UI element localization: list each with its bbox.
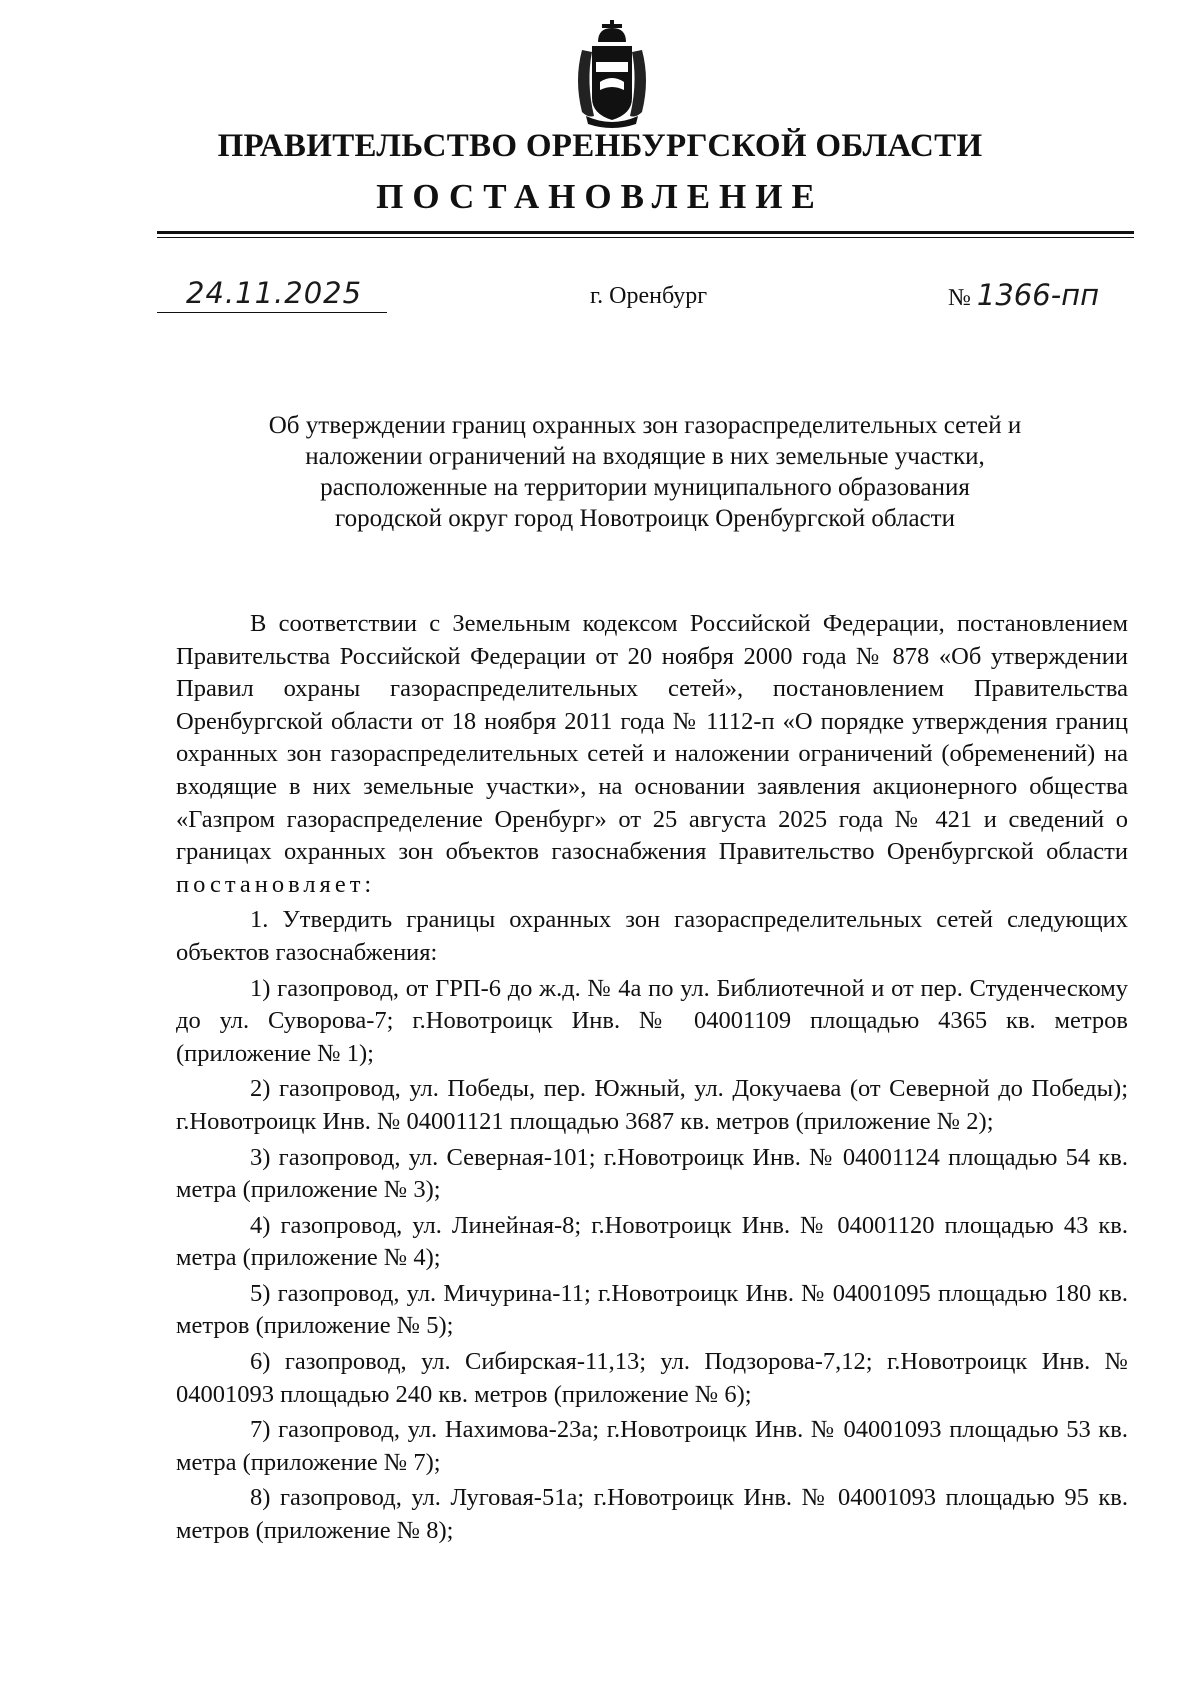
subject-line: Об утверждении границ охранных зон газораспределительных сетей и — [268, 412, 1022, 439]
document-number — [948, 278, 1099, 312]
header-rule-thick — [157, 231, 1134, 234]
decree-word: постановляет: — [176, 870, 376, 898]
list-item: 6) газопровод, ул. Сибирская-11,13; ул. Подзорова-7,12; г.Новотроицк Инв. № 04001093 площадью 240 кв. метров (приложение № 6); — [176, 1348, 1128, 1408]
preamble-paragraph — [176, 608, 1128, 901]
document-city: г. Оренбург — [590, 283, 708, 309]
list-item: 2) газопровод, ул. Победы, пер. Южный, ул. Докучаева (от Северной до Победы); г.Новотроицк Инв. № 04001121 площадью 3687 кв. метров (приложение № 2); — [176, 1075, 1128, 1135]
document-body — [176, 608, 1128, 1548]
subject-line: городской округ город Новотроицк Оренбургской области — [335, 505, 955, 532]
number-prefix: № — [948, 285, 971, 311]
preamble-text: В соответствии с Земельным кодексом Российской Федерации, постановлением Правительства Российской Федерации от 20 ноября 2000 года № 878 «Об утверждении Правил охраны газораспределительных сетей», постановлением Правительства Оренбургской области от 18 ноября 2011 года № 1112-п «О порядке утверждения границ охранных зон газораспределительных сетей и наложении ограничений (обременений) на входящие в них земельные участки», на основании заявления акционерного общества «Газпром газораспределение Оренбург» от 25 августа 2025 года № 421 и сведений о границах охранных зон объектов газоснабжения Правительство Оренбургской области — [176, 610, 1128, 866]
date-underline — [157, 312, 387, 313]
document-subject — [160, 410, 1130, 534]
list-item: 4) газопровод, ул. Линейная-8; г.Новотроицк Инв. № 04001120 площадью 43 кв. метра (приложение № 4); — [176, 1211, 1128, 1272]
document-date: 24.11.2025 — [186, 276, 363, 310]
subject-line: расположенные на территории муниципального образования — [320, 474, 970, 501]
organization-title: ПРАВИТЕЛЬСТВО ОРЕНБУРГСКОЙ ОБЛАСТИ — [217, 128, 983, 164]
number-value: 1366-пп — [976, 278, 1100, 312]
list-item: 8) газопровод, ул. Луговая-51а; г.Новотроицк Инв. № 04001093 площадью 95 кв. метров (приложение № 8); — [176, 1484, 1128, 1545]
subject-line: наложении ограничений на входящие в них земельные участки, — [305, 443, 985, 470]
coat-of-arms-icon — [568, 20, 656, 130]
list-item: 7) газопровод, ул. Нахимова-23а; г.Новотроицк Инв. № 04001093 площадью 53 кв. метра (приложение № 7); — [176, 1416, 1128, 1476]
document-type-title: ПОСТАНОВЛЕНИЕ — [376, 177, 824, 216]
clause-paragraph: 1. Утвердить границы охранных зон газораспределительных сетей следующих объектов газоснабжения: — [176, 906, 1128, 966]
list-item: 1) газопровод, от ГРП-6 до ж.д. № 4а по ул. Библиотечной и от пер. Студенческому до ул. Суворова-7; г.Новотроицк Инв. № 04001109 площадью 4365 кв. метров (приложение № 1); — [176, 974, 1128, 1067]
header-rule-thin — [157, 237, 1134, 238]
list-item: 5) газопровод, ул. Мичурина-11; г.Новотроицк Инв. № 04001095 площадью 180 кв. метров (приложение № 5); — [176, 1279, 1128, 1340]
list-item: 3) газопровод, ул. Северная-101; г.Новотроицк Инв. № 04001124 площадью 54 кв. метра (приложение № 3); — [176, 1143, 1128, 1204]
